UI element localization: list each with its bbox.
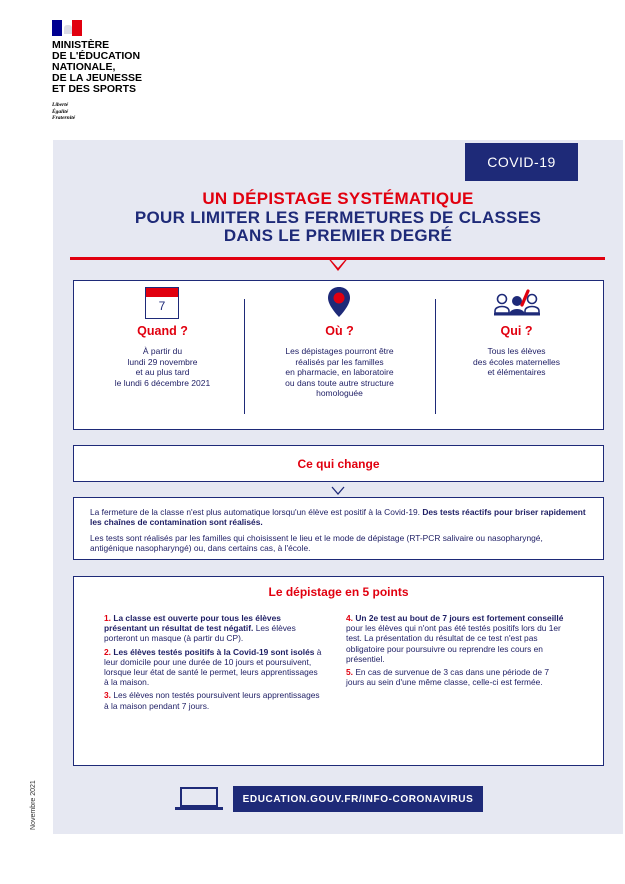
marianne-logo-icon (52, 20, 82, 36)
who-column (428, 281, 605, 431)
where-heading: Où ? (325, 324, 354, 338)
info-url-link[interactable]: EDUCATION.GOUV.FR/INFO-CORONAVIRUS (233, 786, 483, 812)
point-2 (104, 647, 322, 688)
where-line: réalisés par les familles (295, 356, 384, 367)
where-line: en pharmacie, en laboratoire (285, 367, 394, 377)
students-icon (492, 287, 542, 319)
when-heading: Quand ? (137, 324, 188, 338)
change-p1-normal: La fermeture de la classe n'est plus automatique lorsqu'un élève est positif à la Covid-19. (90, 507, 423, 517)
point-4 (346, 613, 564, 664)
ministry-line: MINISTÈRE (52, 39, 110, 51)
when-line: et au plus tard (135, 367, 190, 377)
who-line: Tous les élèves (487, 346, 546, 356)
location-pin-icon (325, 285, 353, 319)
point-5 (346, 667, 564, 687)
motto (52, 102, 75, 122)
motto-line: Égalité (52, 108, 69, 115)
points-title: Le dépistage en 5 points (268, 585, 409, 599)
who-text (438, 346, 595, 378)
title-line-2: POUR LIMITER LES FERMETURES DE CLASSES (134, 207, 542, 227)
point-bold: La classe est ouverte pour tous les élèves présentant un résultat de test négatif. (104, 613, 281, 634)
point-number: 5. (346, 667, 353, 678)
points-right-column (346, 613, 564, 690)
point-1 (104, 613, 322, 644)
when-line: le lundi 6 décembre 2021 (114, 377, 211, 388)
point-text: à leur domicile pour une durée de 10 jours et poursuivent, lorsque leur état de santé le permet, leurs apprentissages à la maison. (104, 646, 322, 688)
where-text (261, 346, 418, 399)
point-number: 1. (104, 613, 111, 623)
chevron-down-icon (331, 483, 345, 497)
point-text: En cas de survenue de 3 cas dans une période de 7 jours au sein d'une même classe, celle-ci est fermée. (346, 667, 550, 688)
ministry-line: DE LA JEUNESSE (52, 72, 143, 84)
when-line: À partir du (142, 346, 183, 356)
when-line: lundi 29 novembre (127, 356, 198, 367)
change-p1-bold: Des tests réactifs pour briser rapidement les chaînes de contamination sont réalisés. (90, 507, 586, 528)
point-text: pour les élèves qui n'ont pas été testés positifs lors du 1er test. La présentation du résultat de ce test n'est pas obligatoire pour poursuivre ou reprendre les cours en présentiel. (346, 623, 561, 664)
point-number: 3. (104, 690, 111, 701)
calendar-icon (145, 287, 179, 319)
where-column (251, 281, 428, 431)
motto-line: Liberté (52, 102, 69, 108)
point-bold: Un 2e test au bout de 7 jours est fortement conseillé (355, 613, 564, 623)
motto-line: Fraternité (52, 115, 76, 121)
covid-badge: COVID-19 (465, 143, 578, 181)
calendar-day: 7 (158, 299, 166, 313)
where-line: homologuée (316, 388, 363, 398)
points-left-column (104, 613, 322, 714)
when-text (84, 346, 241, 388)
change-paragraph-2: Les tests sont réalisés par les familles qui choisissent le lieu et le mode de dépistage (RT-PCR salivaire ou nasopharyngé, antigénique nasopharyngé) ou, dans certains cas, à l'école. (90, 533, 543, 554)
when-column (74, 281, 251, 431)
ministry-name (52, 40, 182, 95)
info-box (73, 280, 604, 430)
page-title (53, 190, 623, 246)
who-line: des écoles maternelles (473, 356, 560, 367)
point-number: 2. (104, 646, 111, 657)
ministry-line: DE L'ÉDUCATION (52, 50, 141, 62)
where-line: ou dans toute autre structure (285, 377, 394, 388)
change-text-box (73, 497, 604, 560)
title-line-3: DANS LE PREMIER DEGRÉ (223, 226, 453, 245)
point-text: Les élèves non testés poursuivent leurs apprentissages à la maison pendant 7 jours. (104, 690, 320, 711)
change-header-box (73, 445, 604, 482)
point-bold: Les élèves testés positifs à la Covid-19 sont isolés (113, 646, 315, 657)
point-number: 4. (346, 613, 353, 623)
point-text: Les élèves porteront un masque (à partir du CP). (104, 623, 296, 644)
change-paragraph-1 (90, 507, 587, 527)
who-line: et élémentaires (487, 367, 546, 377)
laptop-icon (174, 786, 224, 812)
column-divider (244, 299, 245, 414)
title-line-1: UN DÉPISTAGE SYSTÉMATIQUE (202, 189, 474, 208)
point-3 (104, 690, 322, 710)
arrow-down-icon-inner (331, 260, 345, 268)
where-line: Les dépistages pourront être (285, 346, 394, 356)
ministry-line: ET DES SPORTS (52, 83, 137, 95)
side-date: Novembre 2021 (30, 780, 37, 830)
change-title: Ce qui change (297, 457, 380, 471)
who-heading: Qui ? (500, 324, 533, 338)
ministry-line: NATIONALE, (52, 61, 116, 73)
points-box (73, 576, 604, 766)
